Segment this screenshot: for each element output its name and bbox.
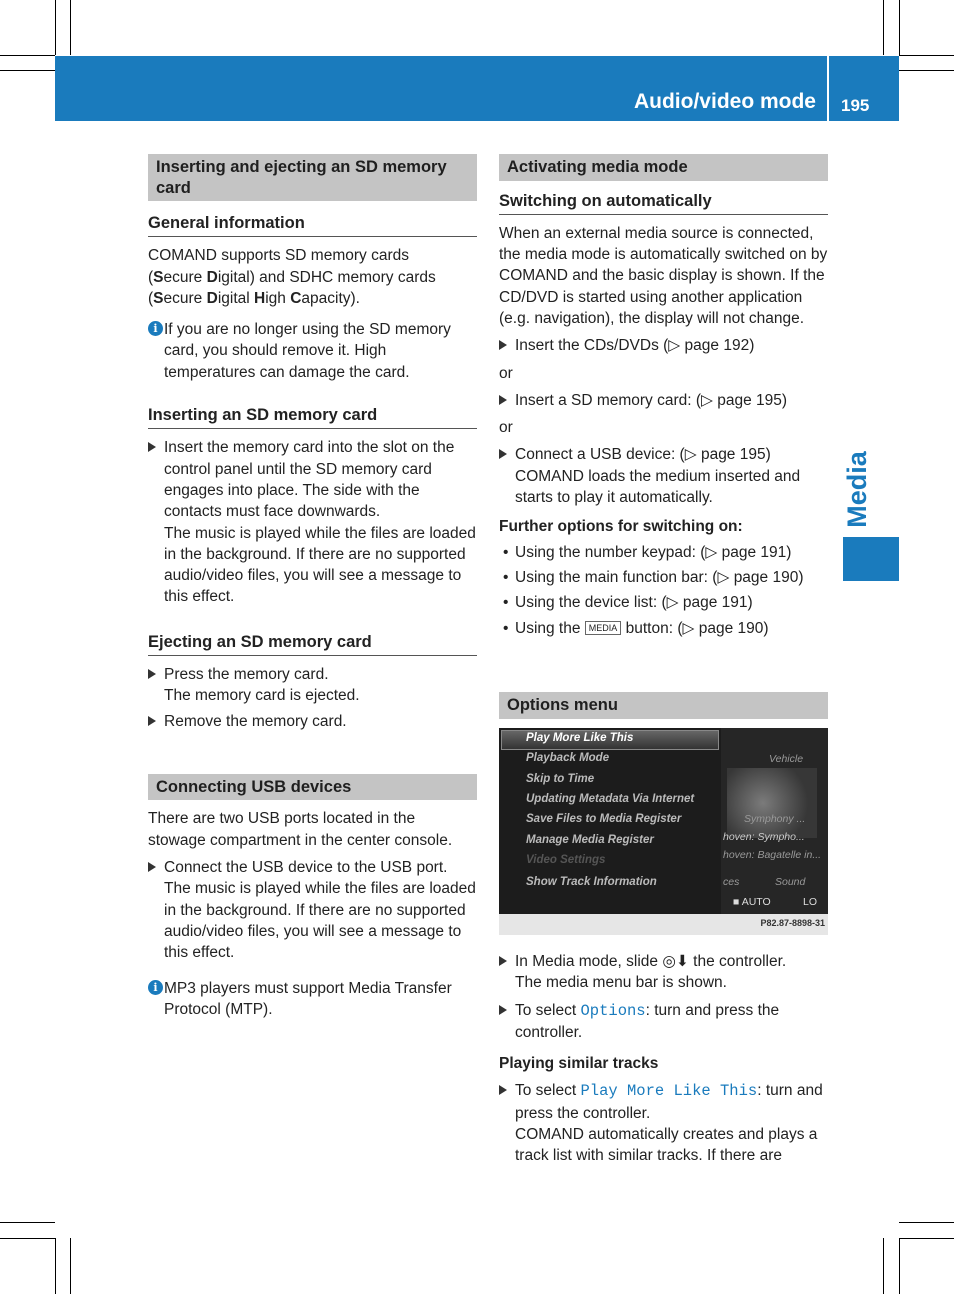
- step-text: Insert the memory card into the slot on the control panel until the SD memory card engages into place. The side with the contacts must face downwards.: [164, 439, 455, 521]
- instruction-step: [148, 857, 477, 963]
- side-tab-label: Media: [841, 451, 872, 528]
- crop-mark: [0, 70, 55, 71]
- crop-mark: [899, 1238, 900, 1294]
- menu-item: Skip to Time: [526, 773, 595, 785]
- section-heading: Activating media mode: [499, 154, 828, 181]
- step-arrow-icon: [148, 862, 156, 872]
- info-note: [148, 319, 477, 383]
- step-result: The music is played while the files are loaded in the background. If there are no supported audio/video files, you will see a message to this effect.: [164, 880, 476, 962]
- info-text: If you are no longer using the SD memory card, you should remove it. High temperatures can damage the card.: [164, 321, 451, 381]
- crop-mark: [899, 0, 900, 55]
- text: D: [206, 289, 218, 307]
- side-tab-block: [843, 537, 899, 581]
- album-art: [727, 768, 817, 838]
- text: button: (▷ page 190): [621, 619, 769, 637]
- section-heading: Options menu: [499, 692, 828, 719]
- instruction-step: [499, 1000, 828, 1044]
- track-label: hoven: Sympho...: [723, 831, 805, 843]
- text: igh: [265, 289, 291, 307]
- instruction-step: [148, 711, 477, 732]
- text: (: [148, 289, 154, 307]
- media-button-icon: MEDIA: [585, 621, 622, 635]
- controller-slide-icon: ◎⬇: [662, 953, 689, 970]
- text: ecure: [163, 289, 207, 307]
- menu-panel: [499, 728, 721, 914]
- text: S: [153, 289, 164, 307]
- step-text: Connect the USB device to the USB port.: [164, 859, 448, 877]
- left-column: [148, 154, 477, 1020]
- right-column: [499, 154, 828, 639]
- side-tab: [835, 451, 873, 530]
- section-heading: Connecting USB devices: [148, 774, 477, 801]
- bullet-item: • Using the device list: (▷ page 191): [499, 592, 828, 613]
- step-arrow-icon: [148, 442, 156, 452]
- text: Using the: [515, 619, 585, 637]
- instruction-step: [499, 1080, 828, 1166]
- subsection-heading: Playing similar tracks: [499, 1055, 659, 1073]
- step-text: the controller.: [688, 953, 787, 970]
- text: ecure: [163, 268, 207, 286]
- header-divider: [827, 56, 829, 121]
- options-heading: Further options for switching on:: [499, 518, 743, 536]
- step-text: In Media mode, slide: [515, 953, 663, 970]
- step-arrow-icon: [499, 956, 507, 966]
- paragraph: There are two USB ports located in the stowage compartment in the center console.: [148, 810, 453, 849]
- step-arrow-icon: [499, 340, 507, 350]
- bullet-item: • Using the main function bar: (▷ page 190): [499, 567, 828, 588]
- right-column-lower: [499, 692, 828, 719]
- options-menu-screenshot: [499, 728, 828, 935]
- track-label: Symphony ...: [744, 813, 806, 825]
- text: C: [290, 289, 302, 307]
- paragraph: When an external media source is connected, the media mode is automatically switched on by COMAND and the basic display is shown. If the CD/DVD is started using another application (e.g. navigation), the display will not change.: [499, 224, 828, 327]
- panel-label: ces: [723, 876, 740, 888]
- crop-mark: [55, 0, 56, 55]
- info-icon: i: [148, 980, 163, 995]
- step-arrow-icon: [148, 669, 156, 679]
- step-text: Insert a SD memory card: (▷ page 195): [515, 391, 788, 409]
- info-text: MP3 players must support Media Transfer Protocol (MTP).: [164, 979, 452, 1018]
- crop-mark: [70, 1238, 71, 1294]
- instruction-step: [499, 951, 828, 994]
- crop-mark: [0, 1238, 55, 1239]
- crop-mark: [899, 1238, 954, 1239]
- menu-term: Options: [580, 1001, 646, 1020]
- menu-item: Save Files to Media Register: [526, 813, 682, 825]
- subsection-heading: Ejecting an SD memory card: [148, 632, 477, 656]
- menu-item: Video Settings: [526, 854, 606, 866]
- section-heading: Inserting and ejecting an SD memory card: [148, 154, 477, 201]
- text: igital: [217, 289, 254, 307]
- figure-caption: [499, 914, 828, 935]
- menu-item: Playback Mode: [526, 752, 610, 764]
- step-text: : turn and press the controller.: [515, 1082, 823, 1122]
- crop-mark: [899, 70, 954, 71]
- text: igital) and SDHC memory cards: [217, 268, 436, 286]
- or-text: or: [499, 419, 513, 437]
- text: COMAND supports SD memory cards: [148, 247, 409, 265]
- text: D: [206, 268, 218, 286]
- step-result: The memory card is ejected.: [164, 687, 360, 705]
- chapter-title: Audio/video mode: [633, 90, 816, 113]
- instruction-step: [148, 664, 477, 707]
- menu-item: Manage Media Register: [526, 834, 654, 846]
- auto-text: AUTO: [741, 896, 771, 908]
- text: H: [254, 289, 266, 307]
- lo-label: LO: [803, 896, 818, 908]
- crop-mark: [899, 55, 954, 56]
- crop-mark: [899, 1222, 954, 1223]
- instruction-step: [499, 335, 828, 356]
- auto-label: ■ AUTO: [733, 896, 771, 908]
- text: apacity).: [301, 289, 360, 307]
- step-text: Remove the memory card.: [164, 712, 347, 730]
- page-number: 195: [841, 96, 870, 115]
- menu-item: Show Track Information: [526, 876, 657, 888]
- instruction-step: [499, 444, 828, 508]
- crop-mark: [883, 1238, 884, 1294]
- figure-id: P82.87-8898-31: [760, 918, 825, 928]
- step-text: Insert the CDs/DVDs (▷ page 192): [515, 337, 755, 355]
- step-arrow-icon: [148, 716, 156, 726]
- menu-term: Play More Like This: [580, 1082, 758, 1101]
- step-text: Connect a USB device: (▷ page 195): [515, 446, 771, 464]
- subsection-heading: Switching on automatically: [499, 191, 828, 215]
- step-result: COMAND loads the medium inserted and starts to play it automatically.: [515, 467, 801, 507]
- bullet-item: • Using the number keypad: (▷ page 191): [499, 542, 828, 563]
- crop-mark: [55, 1238, 56, 1294]
- subsection-heading: General information: [148, 213, 477, 237]
- panel-label: Sound: [775, 876, 806, 888]
- step-arrow-icon: [499, 1085, 507, 1095]
- crop-mark: [883, 0, 884, 55]
- bullet-item: [499, 618, 828, 639]
- text: (: [148, 268, 154, 286]
- crop-mark: [0, 55, 55, 56]
- step-result: The music is played while the files are loaded in the background. If there are no supported audio/video files, you will see a message to this effect.: [164, 524, 476, 606]
- instruction-step: [499, 390, 828, 411]
- crop-mark: [70, 0, 71, 55]
- right-column-bottom: [499, 945, 828, 1167]
- crop-mark: [0, 1222, 55, 1223]
- info-note: [148, 978, 477, 1021]
- step-text: To select: [515, 1082, 581, 1100]
- menu-item: Updating Metadata Via Internet: [526, 793, 695, 805]
- step-arrow-icon: [499, 395, 507, 405]
- step-result: COMAND automatically creates and plays a track list with similar tracks. If there are: [515, 1126, 818, 1165]
- page-header: [55, 56, 899, 121]
- or-text: or: [499, 364, 513, 382]
- subsection-heading: Inserting an SD memory card: [148, 405, 477, 429]
- step-result: The media menu bar is shown.: [515, 974, 727, 992]
- step-text: Press the memory card.: [164, 666, 329, 684]
- step-text: To select: [515, 1001, 581, 1019]
- panel-label: Vehicle: [769, 753, 804, 765]
- step-arrow-icon: [499, 1005, 507, 1015]
- track-label: hoven: Bagatelle in...: [723, 849, 822, 861]
- step-text: : turn and press the controller.: [515, 1001, 780, 1041]
- paragraph: [148, 245, 477, 309]
- step-arrow-icon: [499, 449, 507, 459]
- info-icon: i: [148, 321, 163, 336]
- menu-item: Play More Like This: [526, 732, 634, 744]
- instruction-step: [148, 437, 477, 607]
- text: S: [153, 268, 164, 286]
